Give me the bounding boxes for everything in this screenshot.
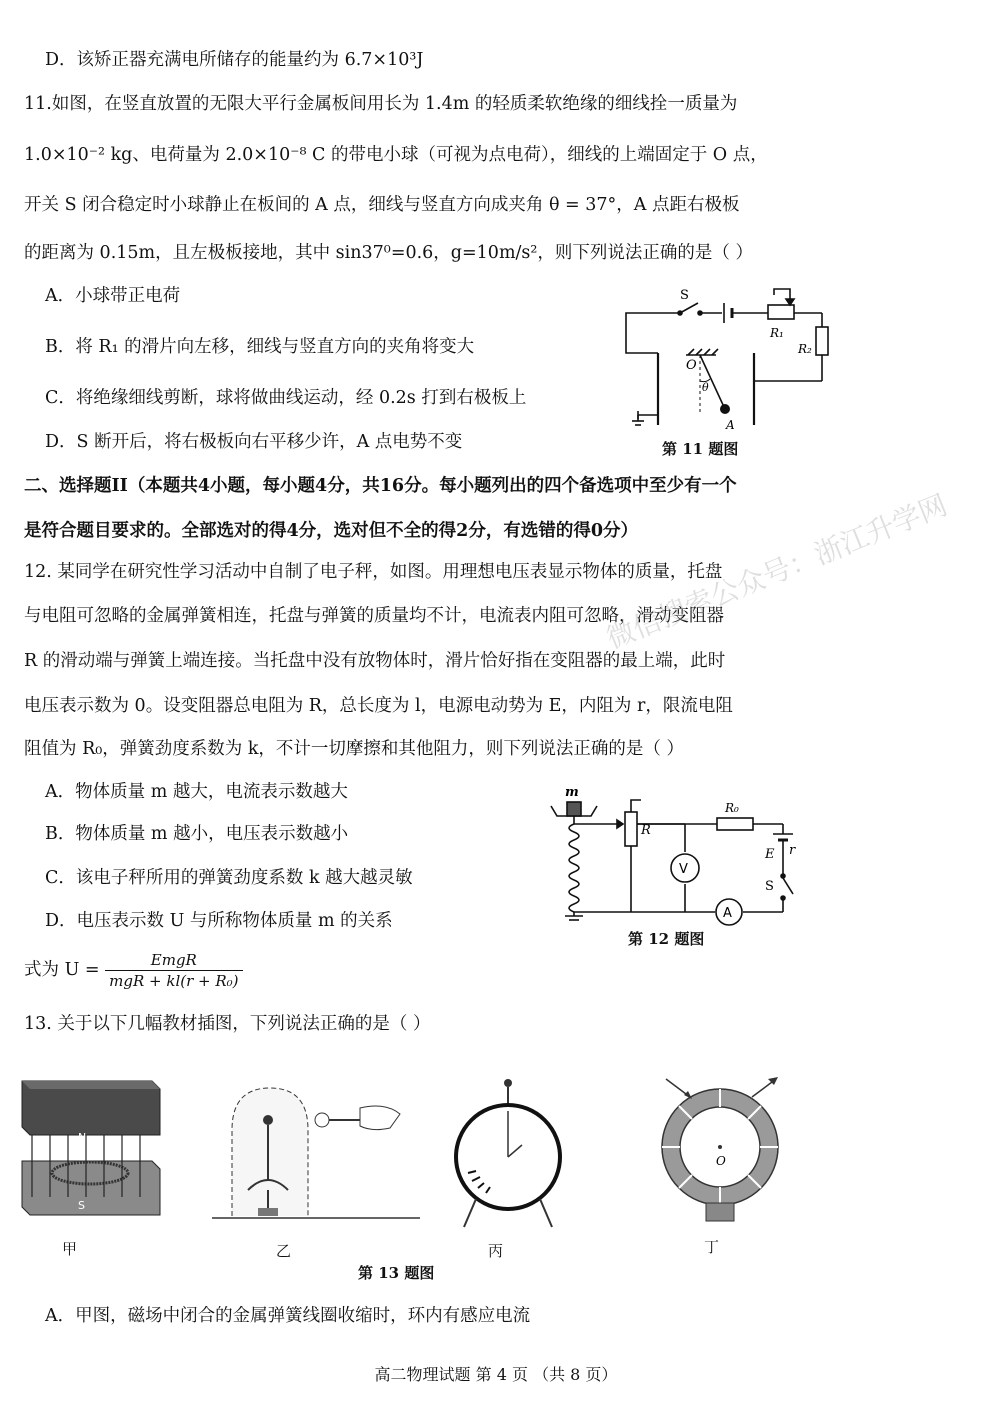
q11-label-a: A	[726, 418, 735, 432]
q12-option-c: C．该电子秤所用的弹簧劲度系数 k 越大越灵敏	[45, 868, 413, 888]
q11-stem-line-3: 开关 S 闭合稳定时小球静止在板间的 A 点，细线与竖直方向成夹角 θ = 37°，A 点距右极板	[24, 195, 740, 215]
q12-formula-prefix: 式为 U =	[24, 960, 100, 980]
q12-label-r: R	[641, 823, 651, 838]
q12-option-d: D．电压表示数 U 与所称物体质量 m 的关系	[45, 911, 393, 931]
q11-stem-line-2: 1.0×10⁻² kg、电荷量为 2.0×10⁻⁸ C 的带电小球（可视为点电荷），细线的上端固定于 O 点，	[24, 145, 768, 165]
q13-figure-jia	[12, 1075, 162, 1235]
q12-stem-line-4: 电压表示数为 0。设变阻器总电阻为 R，总长度为 l，电源电动势为 E，内阻为 r，限流电阻	[24, 696, 733, 716]
q12-circuit-figure	[545, 782, 810, 927]
q11-option-b: B．将 R₁ 的滑片向左移，细线与竖直方向的夹角将变大	[45, 337, 475, 357]
q12-label-m: m	[565, 785, 579, 800]
q13-magnet-s-label: S	[78, 1199, 85, 1212]
q11-figure-caption: 第 11 题图	[662, 440, 739, 458]
q13-stem: 13. 关于以下几幅教材插图，下列说法正确的是（ ）	[24, 1014, 431, 1034]
q11-label-r1: R₁	[770, 326, 784, 340]
q11-stem-line-4: 的距离为 0.15m，且左极板接地，其中 sin37⁰=0.6，g=10m/s²，则下列说法正确的是（ ）	[24, 243, 753, 263]
q13-label-ding: 丁	[704, 1238, 720, 1256]
q12-label-r-internal: r	[789, 843, 796, 858]
q13-magnet-n-label: N	[78, 1131, 87, 1144]
section2-line-1: 二、选择题II（本题共4小题，每小题4分，共16分。每小题列出的四个备选项中至少有一个	[24, 476, 737, 496]
q13-figure-yi	[210, 1080, 425, 1225]
q13-figure-caption: 第 13 题图	[358, 1264, 435, 1282]
q11-label-s: S	[680, 288, 689, 303]
watermark: 微信搜索公众号：浙江升学网	[601, 488, 952, 656]
q12-label-v: V	[679, 862, 688, 877]
q12-label-r0: R₀	[725, 801, 739, 815]
q13-option-a: A．甲图，磁场中闭合的金属弹簧线圈收缩时，环内有感应电流	[45, 1306, 531, 1326]
q12-label-s: S	[765, 879, 774, 894]
q10-option-d: D．该矫正器充满电所储存的能量约为 6.7×10³J	[45, 50, 424, 70]
q12-stem-line-3: R 的滑动端与弹簧上端连接。当托盘中没有放物体时，滑片恰好指在变阻器的最上端，此时	[24, 651, 726, 671]
q11-circuit-figure	[618, 285, 838, 435]
q12-stem-line-5: 阻值为 R₀，弹簧劲度系数为 k，不计一切摩擦和其他阻力，则下列说法正确的是（ ）	[24, 739, 684, 759]
q12-option-a: A．物体质量 m 越大，电流表示数越大	[45, 782, 348, 802]
q13-figure-ding	[640, 1075, 800, 1225]
q12-label-a: A	[723, 906, 732, 921]
q11-option-a: A．小球带正电荷	[45, 286, 181, 306]
page-footer: 高二物理试题 第 4 页 （共 8 页）	[374, 1365, 618, 1384]
q13-label-o: O	[716, 1154, 726, 1168]
q11-option-c: C．将绝缘细线剪断，球将做曲线运动，经 0.2s 打到右极板上	[45, 388, 527, 408]
q12-stem-line-1: 12. 某同学在研究性学习活动中自制了电子秤，如图。用理想电压表显示物体的质量，托盘	[24, 562, 723, 582]
q12-formula-denominator: mgR + kl(r + R₀)	[109, 972, 239, 990]
q13-label-jia: 甲	[62, 1240, 78, 1258]
q12-label-e: E	[765, 847, 775, 862]
q12-option-b: B．物体质量 m 越小，电压表示数越小	[45, 824, 349, 844]
q12-figure-caption: 第 12 题图	[628, 930, 705, 948]
q11-option-d: D．S 断开后，将右极板向右平移少许，A 点电势不变	[45, 432, 463, 452]
q13-figure-bing	[450, 1075, 575, 1235]
section2-line-2: 是符合题目要求的。全部选对的得4分，选对但不全的得2分，有选错的得0分）	[24, 521, 639, 541]
q13-label-yi: 乙	[276, 1242, 292, 1260]
q12-formula-numerator: EmgR	[105, 950, 242, 971]
q11-label-theta: θ	[702, 381, 709, 394]
q11-label-r2: R₂	[798, 342, 812, 356]
q13-label-bing: 丙	[488, 1242, 504, 1260]
q11-stem-line-1: 11.如图，在竖直放置的无限大平行金属板间用长为 1.4m 的轻质柔软绝缘的细线拴一质量为	[24, 94, 738, 114]
q12-formula	[24, 948, 243, 992]
q12-stem-line-2: 与电阻可忽略的金属弹簧相连，托盘与弹簧的质量均不计，电流表内阻可忽略，滑动变阻器	[24, 606, 724, 626]
q12-formula-fraction	[105, 950, 242, 991]
q11-label-o: O	[686, 358, 697, 373]
